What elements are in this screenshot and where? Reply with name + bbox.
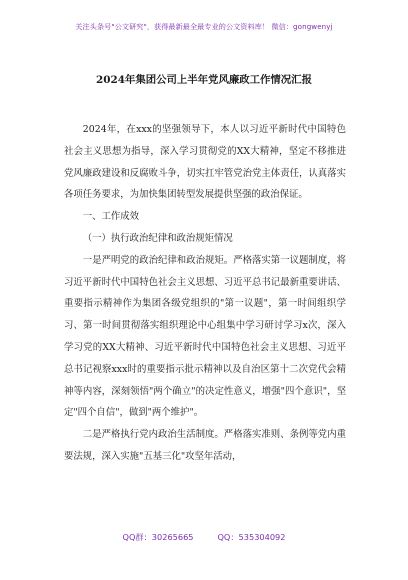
- document-body: [64, 119, 346, 468]
- body-paragraph: 一是严明党的政治纪律和政治规矩。严格落实第一议题制度，将习近平新时代中国特色社会主义思想、习近平总书记最新重要讲话、重要指示精神作为集团各级党组织的"第一议题"，第一时间组织学习、第一时间贯彻落实组织理论中心组集中学习研讨学习x次，深入学习党的XX大精神、习近平新时代中国特色社会主义思想、习近平总书记视察xxx时的重要指示批示精神以及自治区第十二次党代会精神等内容，深刻领悟"两个确立"的决定性意义，增强"四个意识"，坚定"四个自信"，做到"两个维护"。: [64, 254, 346, 419]
- footer-qq-group: QQ群：30265665: [122, 532, 194, 542]
- document-title: 2024年集团公司上半年党风廉政工作情况汇报: [96, 74, 312, 86]
- footer-qq: QQ：535304092: [217, 532, 286, 542]
- subsection-heading: （一）执行政治纪律和政治规矩情况: [82, 232, 233, 244]
- intro-paragraph: 2024年，在xxx的坚强领导下，本人以习近平新时代中国特色社会主义思想为指导，深入学习贯彻党的XX大精神，坚定不移推进党风廉政建设和反腐败斗争，切实扛牢管党治党主体责任，认真落实各项任务要求，为加快集团转型发展提供坚强的政治保证。: [64, 124, 346, 201]
- body-paragraph: 二是严格执行党内政治生活制度。严格落实准则、条例等党内重要法规，深入实施"五基三化"攻坚年活动，: [64, 429, 346, 462]
- header-banner: 关注头条号"公文研究"，获得最新最全最专业的公文资料库！ 微信：gongwenyj: [75, 22, 333, 31]
- footer-contact: [0, 532, 408, 543]
- section-heading: 一、工作成效: [82, 211, 140, 223]
